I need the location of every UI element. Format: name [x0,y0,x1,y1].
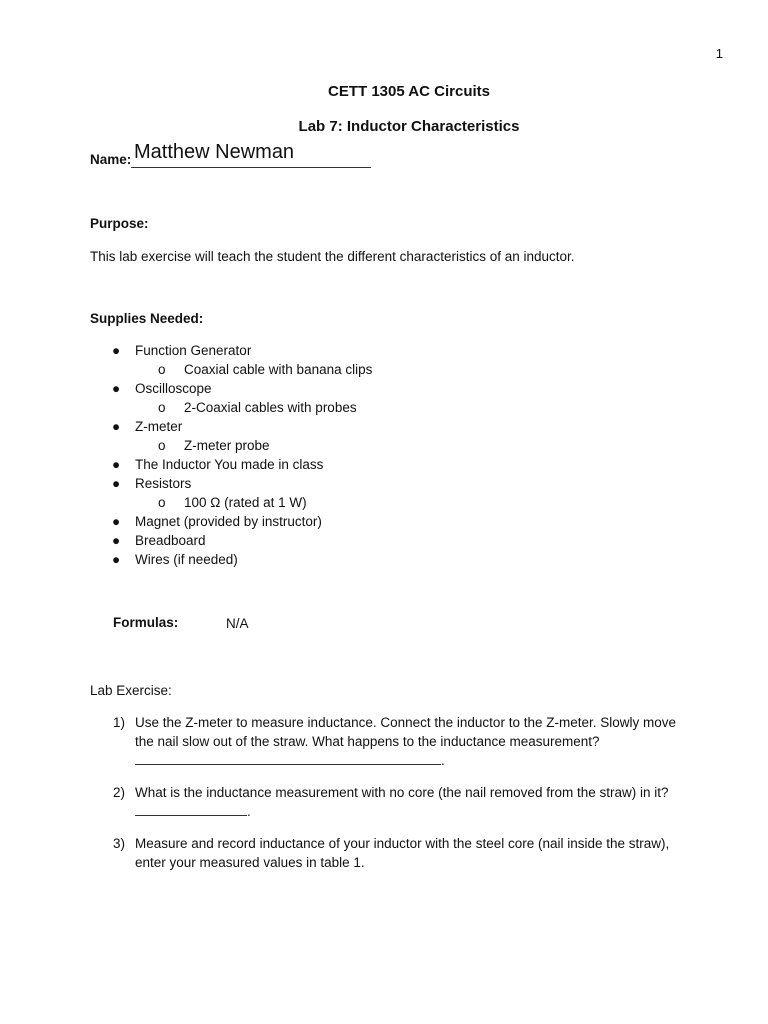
answer-period: . [247,804,251,819]
supply-item-label: 2-Coaxial cables with probes [184,400,357,415]
answer-blank[interactable] [135,752,441,765]
supply-item-label: Z-meter probe [184,438,270,453]
question-line: What is the inductance measurement with no core (the nail removed from the straw) in it? [135,785,669,800]
bullet-icon: ● [112,552,121,567]
question-line: the nail slow out of the straw. What happens to the inductance measurement? [135,734,600,749]
bullet-icon: ● [112,457,121,472]
bullet-icon: ● [112,381,121,396]
answer-line[interactable] [135,751,725,770]
supply-item-label: Coaxial cable with banana clips [184,362,373,377]
supply-item-label: Oscilloscope [135,381,212,396]
bullet-icon: ● [112,343,121,358]
answer-line[interactable] [135,802,725,821]
name-value[interactable]: Matthew Newman [134,141,295,163]
supply-item-label: Z-meter [135,419,183,434]
course-title: CETT 1305 AC Circuits [328,83,490,100]
supply-item-label: 100 Ω (rated at 1 W) [184,495,307,510]
bullet-icon: ● [112,476,121,491]
question-line: Use the Z-meter to measure inductance. Connect the inductor to the Z-meter. Slowly move [135,715,676,730]
formulas-label: Formulas: [113,615,179,630]
supply-item-label: Magnet (provided by instructor) [135,514,322,529]
question-number: 1) [113,715,126,730]
answer-blank[interactable] [135,803,247,816]
question-number: 3) [113,836,126,851]
sub-bullet-icon: o [158,495,166,510]
supply-item-label: The Inductor You made in class [135,457,324,472]
sub-bullet-icon: o [158,400,166,415]
name-underline [131,167,371,168]
question-2-text [135,783,725,821]
name-label: Name: [90,152,132,167]
sub-bullet-icon: o [158,438,166,453]
question-1-text [135,713,725,770]
answer-period: . [441,753,445,768]
page-number: 1 [715,46,723,61]
bullet-icon: ● [112,533,121,548]
purpose-heading: Purpose: [90,216,149,231]
lab-title: Lab 7: Inductor Characteristics [298,118,520,135]
question-line: enter your measured values in table 1. [135,855,365,870]
lab-exercise-heading: Lab Exercise: [90,683,172,698]
sub-bullet-icon: o [158,362,166,377]
purpose-text: This lab exercise will teach the student the different characteristics of an inductor. [90,249,575,264]
supply-item-label: Function Generator [135,343,252,358]
formulas-value: N/A [226,616,249,631]
question-3-text [135,834,725,872]
question-number: 2) [113,785,126,800]
supply-item-label: Resistors [135,476,192,491]
supply-item-label: Breadboard [135,533,206,548]
question-line: Measure and record inductance of your inductor with the steel core (nail inside the straw), [135,836,670,851]
supplies-heading: Supplies Needed: [90,311,204,326]
bullet-icon: ● [112,514,121,529]
supply-item-label: Wires (if needed) [135,552,238,567]
bullet-icon: ● [112,419,121,434]
